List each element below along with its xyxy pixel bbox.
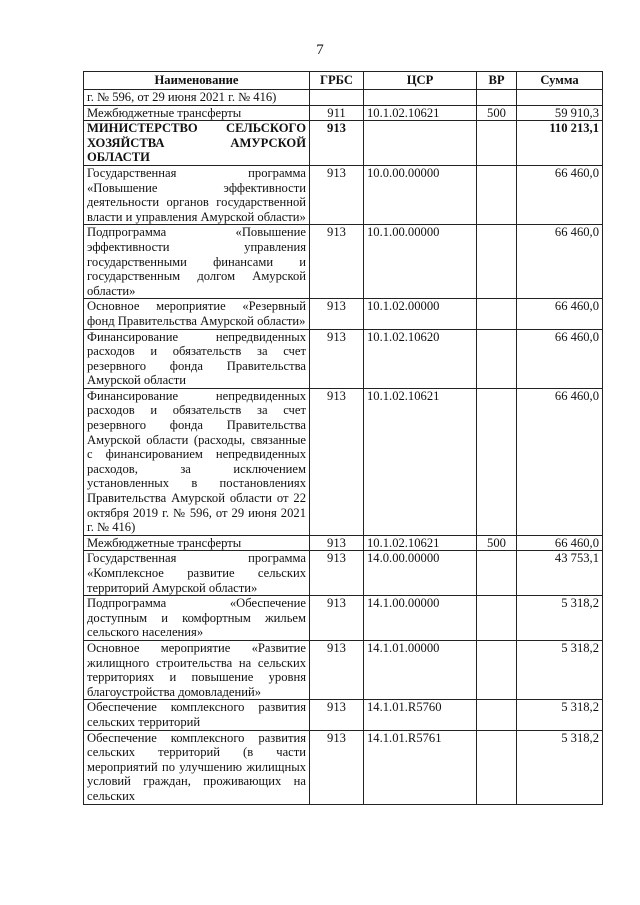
row-csr-cell: 10.1.02.10621 — [364, 535, 477, 551]
table-row — [84, 165, 603, 224]
row-csr-cell: 14.1.01.R5761 — [364, 730, 477, 804]
budget-table — [83, 71, 603, 805]
row-sum-cell: 66 460,0 — [517, 329, 603, 388]
row-sum-cell: 5 318,2 — [517, 700, 603, 730]
row-sum-cell: 66 460,0 — [517, 299, 603, 329]
row-grbs-cell: 913 — [310, 388, 364, 535]
table-row — [84, 700, 603, 730]
row-vr-cell — [477, 90, 517, 106]
row-csr-cell: 14.1.01.00000 — [364, 640, 477, 699]
row-vr-cell — [477, 730, 517, 804]
table-row — [84, 299, 603, 329]
table-row — [84, 105, 603, 121]
table-row — [84, 225, 603, 299]
header-sum: Сумма — [517, 72, 603, 90]
row-grbs-cell: 913 — [310, 730, 364, 804]
row-vr-cell: 500 — [477, 105, 517, 121]
row-csr-cell: 10.1.00.00000 — [364, 225, 477, 299]
row-name-cell: Подпрограмма «Обеспечение доступным и комфортным жильем сельского населения» — [84, 596, 310, 641]
row-vr-cell — [477, 299, 517, 329]
row-vr-cell: 500 — [477, 535, 517, 551]
row-sum-cell: 110 213,1 — [517, 121, 603, 166]
row-name-cell: г. № 596, от 29 июня 2021 г. № 416) — [84, 90, 310, 106]
row-name-cell: Финансирование непредвиденных расходов и обязательств за счет резервного фонда Правительства Амурской области — [84, 329, 310, 388]
row-sum-cell: 59 910,3 — [517, 105, 603, 121]
row-sum-cell: 43 753,1 — [517, 551, 603, 596]
header-csr: ЦСР — [364, 72, 477, 90]
row-name-cell: Основное мероприятие «Развитие жилищного строительства на сельских территориях и повышение уровня благоустройства домовладений» — [84, 640, 310, 699]
row-sum-cell: 66 460,0 — [517, 388, 603, 535]
row-sum-cell: 66 460,0 — [517, 225, 603, 299]
header-grbs: ГРБС — [310, 72, 364, 90]
header-name: Наименование — [84, 72, 310, 90]
row-grbs-cell: 913 — [310, 535, 364, 551]
row-grbs-cell — [310, 90, 364, 106]
table-row — [84, 640, 603, 699]
row-name-cell: Государственная программа «Комплексное развитие сельских территорий Амурской области» — [84, 551, 310, 596]
row-csr-cell: 10.1.02.10621 — [364, 388, 477, 535]
row-name-cell: Подпрограмма «Повышение эффективности управления государственными финансами и государственным долгом Амурской области» — [84, 225, 310, 299]
row-name-cell: Основное мероприятие «Резервный фонд Правительства Амурской области» — [84, 299, 310, 329]
row-grbs-cell: 911 — [310, 105, 364, 121]
row-name-cell: Обеспечение комплексного развития сельских территорий (в части мероприятий по улучшению жилищных условий граждан, проживающих на сельских — [84, 730, 310, 804]
page-number: 7 — [316, 42, 324, 58]
row-csr-cell: 14.1.00.00000 — [364, 596, 477, 641]
row-sum-cell: 66 460,0 — [517, 535, 603, 551]
row-name-cell: Финансирование непредвиденных расходов и обязательств за счет резервного фонда Правительства Амурской области (расходы, связанные с финансированием непредвиденных расходов, за исключением установленных в постановлениях Правительства Амурской области от 22 октября 2019 г. № 596, от 29 июня 2021 г. № 416) — [84, 388, 310, 535]
row-csr-cell: 10.1.02.10621 — [364, 105, 477, 121]
table-row — [84, 388, 603, 535]
row-vr-cell — [477, 388, 517, 535]
row-grbs-cell: 913 — [310, 640, 364, 699]
row-grbs-cell: 913 — [310, 225, 364, 299]
row-vr-cell — [477, 551, 517, 596]
row-grbs-cell: 913 — [310, 551, 364, 596]
table-row — [84, 551, 603, 596]
row-csr-cell — [364, 121, 477, 166]
row-grbs-cell: 913 — [310, 299, 364, 329]
row-grbs-cell: 913 — [310, 596, 364, 641]
row-grbs-cell: 913 — [310, 165, 364, 224]
row-vr-cell — [477, 640, 517, 699]
row-name-cell: Государственная программа «Повышение эффективности деятельности органов государственной власти и управления Амурской области» — [84, 165, 310, 224]
row-name-cell: Межбюджетные трансферты — [84, 535, 310, 551]
row-sum-cell — [517, 90, 603, 106]
row-sum-cell: 5 318,2 — [517, 596, 603, 641]
row-vr-cell — [477, 225, 517, 299]
row-grbs-cell: 913 — [310, 121, 364, 166]
table-body — [84, 90, 603, 805]
row-name-cell: Обеспечение комплексного развития сельских территорий — [84, 700, 310, 730]
table-row — [84, 535, 603, 551]
row-csr-cell: 10.0.00.00000 — [364, 165, 477, 224]
table-row — [84, 730, 603, 804]
row-vr-cell — [477, 596, 517, 641]
row-grbs-cell: 913 — [310, 329, 364, 388]
row-vr-cell — [477, 121, 517, 166]
table-row — [84, 596, 603, 641]
table-row — [84, 90, 603, 106]
row-vr-cell — [477, 329, 517, 388]
row-csr-cell: 14.1.01.R5760 — [364, 700, 477, 730]
row-vr-cell — [477, 165, 517, 224]
row-sum-cell: 66 460,0 — [517, 165, 603, 224]
row-csr-cell: 10.1.02.00000 — [364, 299, 477, 329]
row-csr-cell — [364, 90, 477, 106]
row-grbs-cell: 913 — [310, 700, 364, 730]
row-name-cell: Межбюджетные трансферты — [84, 105, 310, 121]
row-csr-cell: 14.0.00.00000 — [364, 551, 477, 596]
row-sum-cell: 5 318,2 — [517, 640, 603, 699]
row-vr-cell — [477, 700, 517, 730]
row-sum-cell: 5 318,2 — [517, 730, 603, 804]
row-name-cell: МИНИСТЕРСТВО СЕЛЬСКОГО ХОЗЯЙСТВА АМУРСКОЙ ОБЛАСТИ — [84, 121, 310, 166]
table-header-row — [84, 72, 603, 90]
table-row — [84, 121, 603, 166]
header-vr: ВР — [477, 72, 517, 90]
row-csr-cell: 10.1.02.10620 — [364, 329, 477, 388]
table-row — [84, 329, 603, 388]
